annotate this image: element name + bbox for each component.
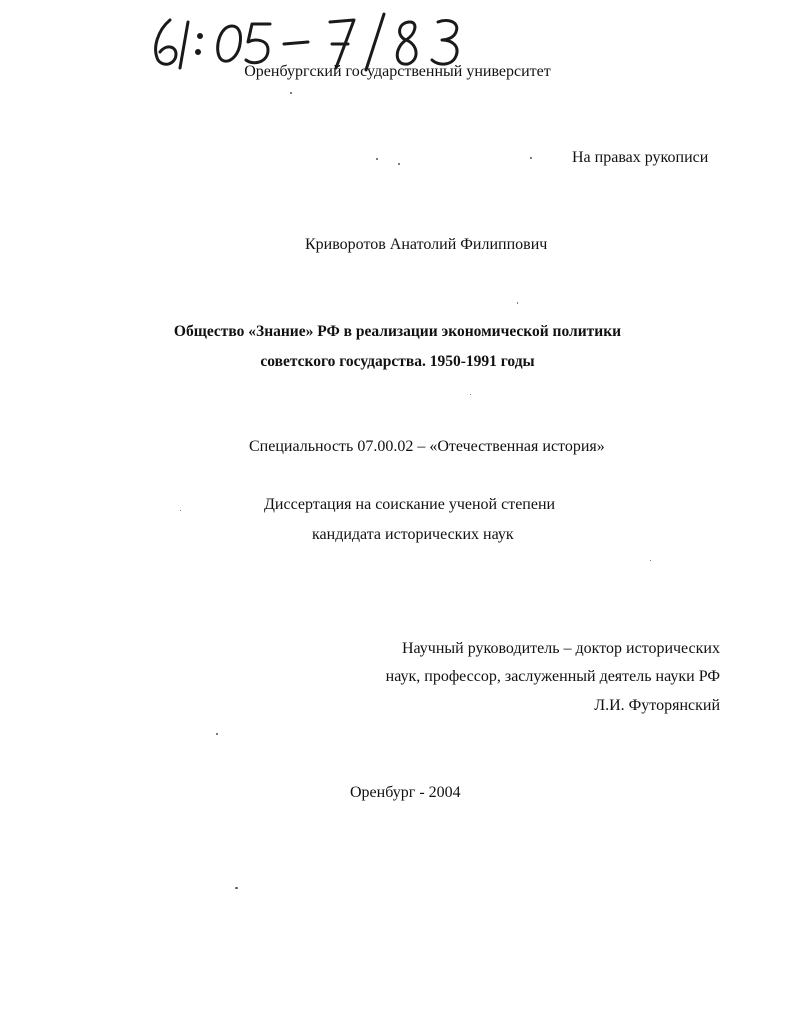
author-name: Криворотов Анатолий Филиппович: [305, 236, 548, 253]
scan-speck: [290, 92, 292, 94]
manuscript-note: На правах рукописи: [572, 149, 709, 166]
scan-speck: [398, 163, 400, 165]
supervisor-line-2: наук, профессор, заслуженный деятель науки РФ: [385, 668, 720, 685]
dissertation-title-line-1: Общество «Знание» РФ в реализации экономической политики: [173, 323, 622, 340]
scan-speck: [470, 394, 471, 395]
scan-speck: [180, 510, 181, 511]
dissertation-degree-line-2: кандидата исторических наук: [312, 526, 514, 543]
university-name: Оренбургский государственный университет: [244, 63, 551, 80]
supervisor-name: Л.И. Футорянский: [594, 697, 720, 714]
scan-speck: [650, 560, 651, 561]
supervisor-line-1: Научный руководитель – доктор исторических: [401, 640, 720, 657]
scan-speck: [517, 302, 518, 304]
scan-speck: [235, 887, 238, 889]
scan-speck: [216, 733, 218, 735]
dissertation-degree-line-1: Диссертация на соискание ученой степени: [264, 496, 556, 513]
place-and-year: Оренбург - 2004: [350, 784, 461, 801]
specialty: Специальность 07.00.02 – «Отечественная история»: [249, 438, 605, 455]
scan-speck: [376, 158, 378, 160]
scan-speck: [530, 157, 532, 159]
dissertation-title-line-2: советского государства. 1950-1991 годы: [260, 353, 535, 370]
